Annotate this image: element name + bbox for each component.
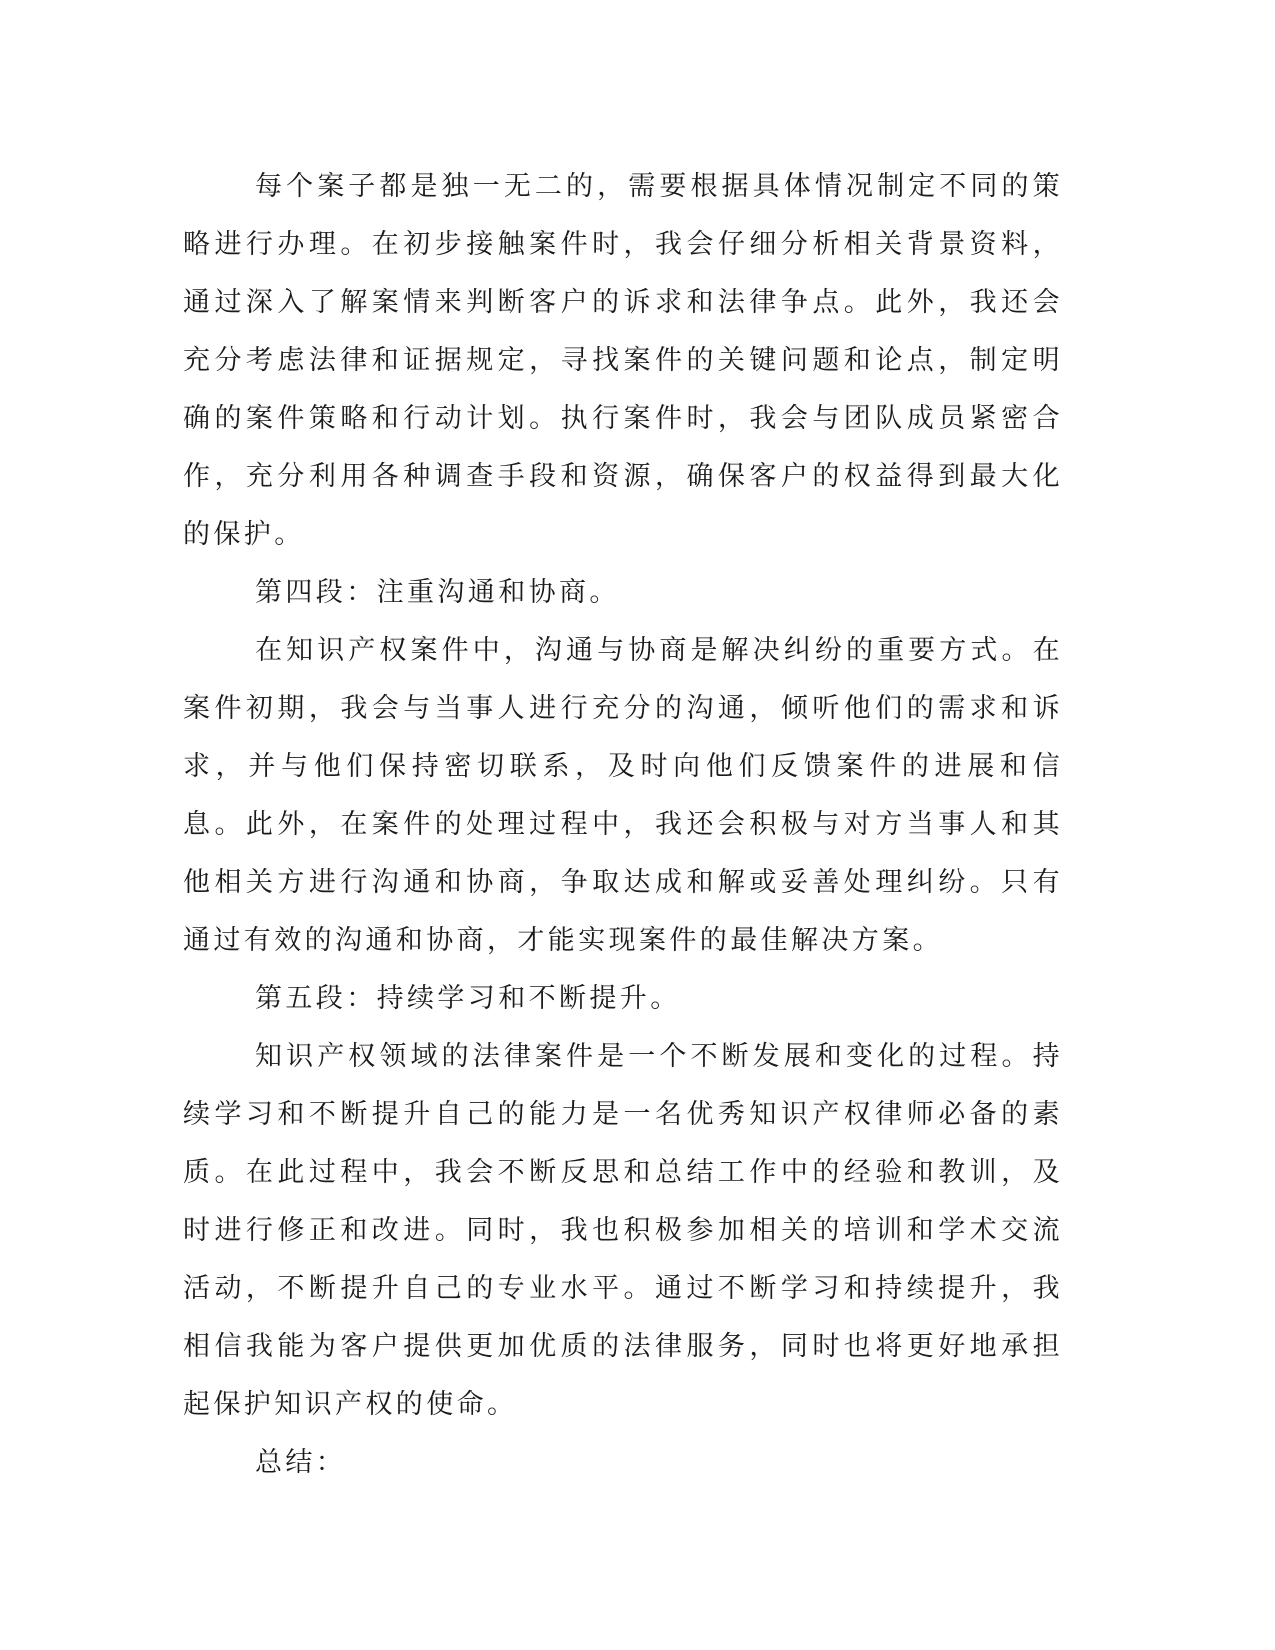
paragraph-learning: 知识产权领域的法律案件是一个不断发展和变化的过程。持续学习和不断提升自己的能力是一名优秀知识产权律师必备的素质。在此过程中，我会不断反思和总结工作中的经验和教训，及时进行修正和改进。同时，我也积极参加相关的培训和学术交流活动，不断提升自己的专业水平。通过不断学习和持续提升，我相信我能为客户提供更加优质的法律服务，同时也将更好地承担起保护知识产权的使命。 bbox=[183, 1041, 1063, 1420]
section-heading-communication: 第四段：注重沟通和协商。 bbox=[255, 577, 620, 608]
document-body bbox=[183, 158, 1063, 1492]
section-heading-learning: 第五段：持续学习和不断提升。 bbox=[255, 983, 681, 1014]
paragraph-case-strategy: 每个案子都是独一无二的，需要根据具体情况制定不同的策略进行办理。在初步接触案件时，我会仔细分析相关背景资料，通过深入了解案情来判断客户的诉求和法律争点。此外，我还会充分考虑法律和证据规定，寻找案件的关键问题和论点，制定明确的案件策略和行动计划。执行案件时，我会与团队成员紧密合作，充分利用各种调查手段和资源，确保客户的权益得到最大化的保护。 bbox=[183, 171, 1063, 550]
section-heading-summary: 总结： bbox=[255, 1447, 347, 1478]
paragraph-communication: 在知识产权案件中，沟通与协商是解决纠纷的重要方式。在案件初期，我会与当事人进行充分的沟通，倾听他们的需求和诉求，并与他们保持密切联系，及时向他们反馈案件的进展和信息。此外，在案件的处理过程中，我还会积极与对方当事人和其他相关方进行沟通和协商，争取达成和解或妥善处理纠纷。只有通过有效的沟通和协商，才能实现案件的最佳解决方案。 bbox=[183, 635, 1063, 956]
